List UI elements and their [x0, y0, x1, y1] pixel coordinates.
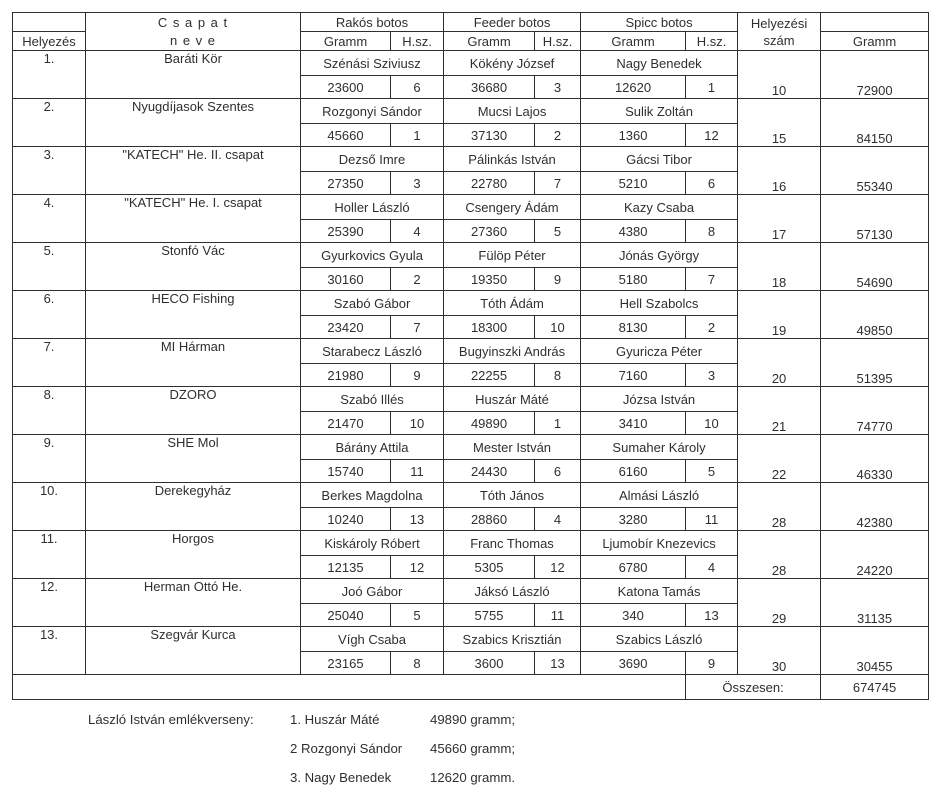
rakos-hsz-cell: 10 [391, 412, 444, 435]
spicc-hsz-cell: 12 [686, 124, 738, 147]
team-name-cell: DZORO [86, 387, 301, 435]
team-total-cell: 31135 [821, 579, 929, 627]
rakos-hsz-cell: 12 [391, 556, 444, 579]
spicc-hsz-cell: 9 [686, 652, 738, 675]
rakos-hsz-cell: 2 [391, 268, 444, 291]
team-name-header [86, 13, 301, 51]
team-row-names [13, 387, 929, 412]
rakos-angler-cell: Bárány Attila [301, 435, 444, 460]
team-name-header-line1: C s a p a t [157, 14, 229, 30]
rakos-angler-cell: Starabecz László [301, 339, 444, 364]
spicc-hsz-cell: 4 [686, 556, 738, 579]
spicc-gramm-cell: 6780 [581, 556, 686, 579]
feeder-hsz-cell: 5 [535, 220, 581, 243]
team-name-cell: SHE Mol [86, 435, 301, 483]
feeder-angler-cell: Bugyinszki András [444, 339, 581, 364]
total-row [13, 675, 929, 700]
team-name-cell: Derekegyház [86, 483, 301, 531]
placement-number-cell: 21 [738, 387, 821, 435]
spicc-hsz-cell: 8 [686, 220, 738, 243]
placement-number-cell: 18 [738, 243, 821, 291]
feeder-hsz-cell: 11 [535, 604, 581, 627]
placement-number-cell: 15 [738, 99, 821, 147]
spicc-angler-cell: Katona Tamás [581, 579, 738, 604]
results-sheet [12, 12, 929, 700]
rakos-hsz-cell: 13 [391, 508, 444, 531]
feeder-gramm-cell: 36680 [444, 76, 535, 99]
placement-number-cell: 22 [738, 435, 821, 483]
spicc-hsz-cell: 7 [686, 268, 738, 291]
team-total-cell: 57130 [821, 195, 929, 243]
spicc-gramm-cell: 7160 [581, 364, 686, 387]
placement-cell: 9. [13, 435, 86, 483]
rakos-angler-cell: Gyurkovics Gyula [301, 243, 444, 268]
rakos-angler-cell: Vígh Csaba [301, 627, 444, 652]
team-total-cell: 54690 [821, 243, 929, 291]
placement-number-cell: 29 [738, 579, 821, 627]
memorial-label: László István emlékverseny: [88, 712, 254, 727]
team-total-cell: 74770 [821, 387, 929, 435]
placement-number-header-line2: szám [763, 32, 795, 48]
spicc-hsz-header: H.sz. [686, 32, 738, 51]
memorial-entry-name: 1. Huszár Máté [290, 712, 380, 727]
memorial-entry-value: 12620 gramm. [430, 770, 516, 785]
feeder-gramm-cell: 28860 [444, 508, 535, 531]
feeder-gramm-cell: 22255 [444, 364, 535, 387]
rakos-gramm-cell: 25390 [301, 220, 391, 243]
team-total-cell: 55340 [821, 147, 929, 195]
team-name-header-line2: n e v e [169, 32, 217, 48]
team-name-cell: "KATECH" He. I. csapat [86, 195, 301, 243]
rakos-angler-cell: Szabó Gábor [301, 291, 444, 316]
rakos-angler-cell: Dezső Imre [301, 147, 444, 172]
feeder-hsz-header: H.sz. [535, 32, 581, 51]
feeder-gramm-cell: 37130 [444, 124, 535, 147]
team-row-names [13, 339, 929, 364]
feeder-angler-cell: Fülöp Péter [444, 243, 581, 268]
placement-cell: 2. [13, 99, 86, 147]
feeder-gramm-cell: 5755 [444, 604, 535, 627]
feeder-angler-cell: Pálinkás István [444, 147, 581, 172]
rakos-group-header: Rakós botos [301, 13, 444, 32]
rakos-hsz-cell: 11 [391, 460, 444, 483]
team-name-cell: Nyugdíjasok Szentes [86, 99, 301, 147]
placement-number-cell: 17 [738, 195, 821, 243]
spicc-hsz-cell: 2 [686, 316, 738, 339]
team-total-cell: 84150 [821, 99, 929, 147]
team-total-cell: 30455 [821, 627, 929, 675]
feeder-hsz-cell: 13 [535, 652, 581, 675]
corner-spacer [13, 13, 86, 32]
spicc-angler-cell: Józsa István [581, 387, 738, 412]
team-total-cell: 72900 [821, 51, 929, 99]
feeder-angler-cell: Kökény József [444, 51, 581, 76]
spicc-angler-cell: Sulik Zoltán [581, 99, 738, 124]
memorial-entry-value: 45660 gramm; [430, 741, 516, 756]
placement-number-cell: 28 [738, 483, 821, 531]
feeder-hsz-cell: 8 [535, 364, 581, 387]
placement-cell: 11. [13, 531, 86, 579]
placement-number-cell: 16 [738, 147, 821, 195]
spicc-gramm-cell: 3690 [581, 652, 686, 675]
spicc-angler-cell: Szabics László [581, 627, 738, 652]
rakos-angler-cell: Kiskároly Róbert [301, 531, 444, 556]
team-row-names [13, 147, 929, 172]
spicc-hsz-cell: 5 [686, 460, 738, 483]
team-name-cell: HECO Fishing [86, 291, 301, 339]
feeder-angler-cell: Jáksó László [444, 579, 581, 604]
team-row-names [13, 531, 929, 556]
spicc-gramm-cell: 8130 [581, 316, 686, 339]
rakos-angler-cell: Holler László [301, 195, 444, 220]
rakos-hsz-cell: 9 [391, 364, 444, 387]
rakos-hsz-cell: 4 [391, 220, 444, 243]
spicc-hsz-cell: 1 [686, 76, 738, 99]
feeder-hsz-cell: 2 [535, 124, 581, 147]
placement-cell: 5. [13, 243, 86, 291]
feeder-group-header: Feeder botos [444, 13, 581, 32]
feeder-gramm-cell: 27360 [444, 220, 535, 243]
spicc-angler-cell: Sumaher Károly [581, 435, 738, 460]
spicc-gramm-cell: 1360 [581, 124, 686, 147]
placement-number-header-line1: Helyezési [750, 15, 808, 31]
team-row-names [13, 243, 929, 268]
placement-cell: 8. [13, 387, 86, 435]
rakos-gramm-cell: 10240 [301, 508, 391, 531]
placement-header: Helyezés [13, 32, 86, 51]
spicc-hsz-cell: 13 [686, 604, 738, 627]
memorial-entry-name: 2 Rozgonyi Sándor [290, 741, 403, 756]
team-name-cell: "KATECH" He. II. csapat [86, 147, 301, 195]
placement-number-cell: 28 [738, 531, 821, 579]
rakos-hsz-cell: 8 [391, 652, 444, 675]
results-table [12, 12, 929, 700]
rakos-gramm-header: Gramm [301, 32, 391, 51]
feeder-gramm-cell: 3600 [444, 652, 535, 675]
placement-cell: 1. [13, 51, 86, 99]
spicc-hsz-cell: 3 [686, 364, 738, 387]
total-label: Összesen: [686, 675, 821, 700]
feeder-hsz-cell: 10 [535, 316, 581, 339]
placement-number-cell: 20 [738, 339, 821, 387]
feeder-hsz-cell: 12 [535, 556, 581, 579]
feeder-angler-cell: Tóth Ádám [444, 291, 581, 316]
feeder-angler-cell: Franc Thomas [444, 531, 581, 556]
rakos-angler-cell: Berkes Magdolna [301, 483, 444, 508]
rakos-gramm-cell: 23600 [301, 76, 391, 99]
spicc-gramm-cell: 5180 [581, 268, 686, 291]
corner-spacer-right [821, 13, 929, 32]
feeder-angler-cell: Mester István [444, 435, 581, 460]
team-total-cell: 49850 [821, 291, 929, 339]
feeder-hsz-cell: 6 [535, 460, 581, 483]
spicc-gramm-cell: 3410 [581, 412, 686, 435]
team-total-cell: 24220 [821, 531, 929, 579]
team-name-cell: Horgos [86, 531, 301, 579]
rakos-gramm-cell: 21470 [301, 412, 391, 435]
rakos-gramm-cell: 23420 [301, 316, 391, 339]
spicc-gramm-cell: 12620 [581, 76, 686, 99]
rakos-gramm-cell: 45660 [301, 124, 391, 147]
feeder-angler-cell: Tóth János [444, 483, 581, 508]
spicc-angler-cell: Ljumobír Knezevics [581, 531, 738, 556]
spicc-gramm-header: Gramm [581, 32, 686, 51]
rakos-gramm-cell: 27350 [301, 172, 391, 195]
spicc-group-header: Spicc botos [581, 13, 738, 32]
feeder-gramm-header: Gramm [444, 32, 535, 51]
placement-number-header [738, 13, 821, 51]
spicc-angler-cell: Nagy Benedek [581, 51, 738, 76]
spicc-angler-cell: Gácsi Tibor [581, 147, 738, 172]
feeder-hsz-cell: 7 [535, 172, 581, 195]
grand-total-value: 674745 [821, 675, 929, 700]
feeder-gramm-cell: 18300 [444, 316, 535, 339]
memorial-entry-name: 3. Nagy Benedek [290, 770, 392, 785]
placement-cell: 12. [13, 579, 86, 627]
memorial-entry-value: 49890 gramm; [430, 712, 516, 727]
feeder-hsz-cell: 9 [535, 268, 581, 291]
spicc-gramm-cell: 5210 [581, 172, 686, 195]
rakos-angler-cell: Rozgonyi Sándor [301, 99, 444, 124]
rakos-hsz-cell: 3 [391, 172, 444, 195]
feeder-hsz-cell: 1 [535, 412, 581, 435]
rakos-gramm-cell: 15740 [301, 460, 391, 483]
rakos-hsz-cell: 6 [391, 76, 444, 99]
feeder-gramm-cell: 22780 [444, 172, 535, 195]
spicc-hsz-cell: 6 [686, 172, 738, 195]
team-row-names [13, 579, 929, 604]
team-total-cell: 42380 [821, 483, 929, 531]
rakos-angler-cell: Szénási Sziviusz [301, 51, 444, 76]
memorial-spacer [88, 770, 290, 799]
spicc-gramm-cell: 6160 [581, 460, 686, 483]
team-name-cell: Baráti Kör [86, 51, 301, 99]
placement-number-cell: 10 [738, 51, 821, 99]
rakos-gramm-cell: 30160 [301, 268, 391, 291]
rakos-gramm-cell: 12135 [301, 556, 391, 579]
team-name-cell: Stonfó Vác [86, 243, 301, 291]
feeder-angler-cell: Mucsi Lajos [444, 99, 581, 124]
team-rows [13, 51, 929, 675]
total-gramm-header: Gramm [821, 32, 929, 51]
team-total-cell: 46330 [821, 435, 929, 483]
spicc-gramm-cell: 4380 [581, 220, 686, 243]
spicc-gramm-cell: 3280 [581, 508, 686, 531]
team-row-names [13, 435, 929, 460]
memorial-spacer [88, 741, 290, 770]
feeder-angler-cell: Szabics Krisztián [444, 627, 581, 652]
spicc-gramm-cell: 340 [581, 604, 686, 627]
team-name-cell: Szegvár Kurca [86, 627, 301, 675]
placement-cell: 6. [13, 291, 86, 339]
team-row-names [13, 291, 929, 316]
spicc-hsz-cell: 11 [686, 508, 738, 531]
team-name-cell: Herman Ottó He. [86, 579, 301, 627]
placement-cell: 4. [13, 195, 86, 243]
feeder-gramm-cell: 49890 [444, 412, 535, 435]
placement-cell: 13. [13, 627, 86, 675]
rakos-gramm-cell: 21980 [301, 364, 391, 387]
team-row-names [13, 99, 929, 124]
team-total-cell: 51395 [821, 339, 929, 387]
header-row-groups [13, 13, 929, 32]
spicc-angler-cell: Almási László [581, 483, 738, 508]
feeder-gramm-cell: 24430 [444, 460, 535, 483]
feeder-angler-cell: Csengery Ádám [444, 195, 581, 220]
feeder-gramm-cell: 5305 [444, 556, 535, 579]
team-row-names [13, 627, 929, 652]
placement-number-cell: 30 [738, 627, 821, 675]
spicc-angler-cell: Gyuricza Péter [581, 339, 738, 364]
placement-cell: 3. [13, 147, 86, 195]
rakos-angler-cell: Joó Gábor [301, 579, 444, 604]
feeder-gramm-cell: 19350 [444, 268, 535, 291]
team-name-cell: MI Hárman [86, 339, 301, 387]
placement-cell: 7. [13, 339, 86, 387]
spicc-angler-cell: Jónás György [581, 243, 738, 268]
memorial-section [88, 712, 515, 799]
spicc-angler-cell: Kazy Csaba [581, 195, 738, 220]
rakos-hsz-header: H.sz. [391, 32, 444, 51]
feeder-angler-cell: Huszár Máté [444, 387, 581, 412]
team-row-names [13, 483, 929, 508]
rakos-gramm-cell: 23165 [301, 652, 391, 675]
rakos-hsz-cell: 1 [391, 124, 444, 147]
rakos-angler-cell: Szabó Illés [301, 387, 444, 412]
spicc-angler-cell: Hell Szabolcs [581, 291, 738, 316]
placement-number-cell: 19 [738, 291, 821, 339]
team-row-names [13, 195, 929, 220]
spicc-hsz-cell: 10 [686, 412, 738, 435]
rakos-hsz-cell: 7 [391, 316, 444, 339]
feeder-hsz-cell: 3 [535, 76, 581, 99]
total-row-spacer [13, 675, 686, 700]
team-row-names [13, 51, 929, 76]
rakos-gramm-cell: 25040 [301, 604, 391, 627]
feeder-hsz-cell: 4 [535, 508, 581, 531]
placement-cell: 10. [13, 483, 86, 531]
rakos-hsz-cell: 5 [391, 604, 444, 627]
